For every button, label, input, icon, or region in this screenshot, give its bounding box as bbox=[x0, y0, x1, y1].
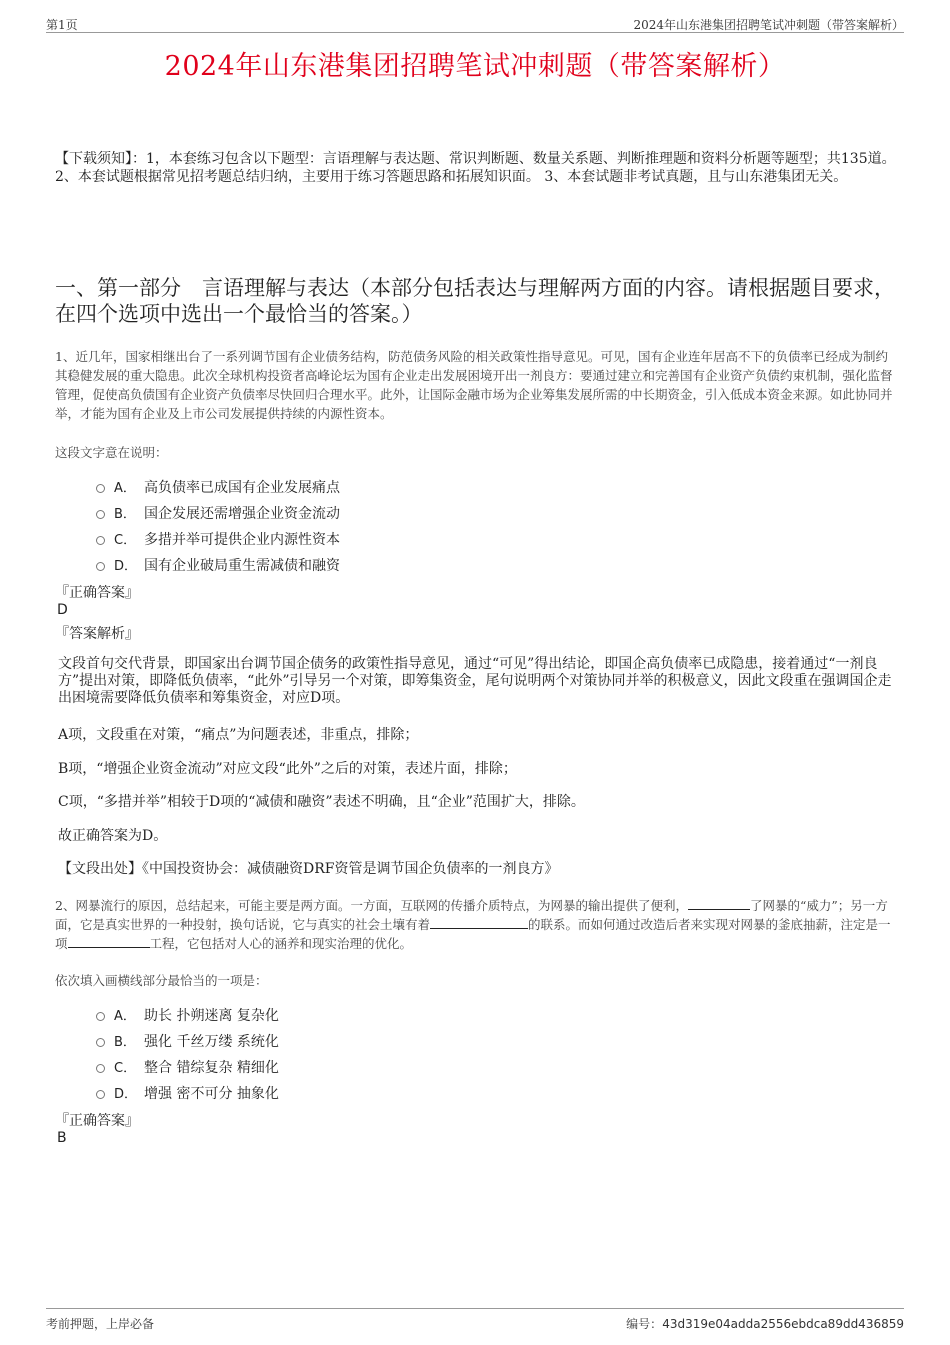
question-1-option-d[interactable]: D． 国有企业破局重生需减债和融资 bbox=[96, 555, 340, 575]
question-2-option-d[interactable]: D． 增强 密不可分 抽象化 bbox=[96, 1083, 279, 1103]
question-1-answer: D bbox=[57, 602, 68, 618]
question-1-answer-label: 『正确答案』 bbox=[55, 585, 139, 601]
page-header bbox=[46, 14, 904, 33]
radio-icon[interactable] bbox=[96, 536, 105, 545]
page-number: 第1页 bbox=[46, 18, 78, 32]
question-1-source: 【文段出处】《中国投资协会：减债融资DRF资管是调节国企负债率的一剂良方》 bbox=[58, 861, 559, 877]
question-1-note-b: B项，“增强企业资金流动”对应文段“此外”之后的对策，表述片面，排除； bbox=[58, 761, 517, 777]
question-2-option-c[interactable]: C． 整合 错综复杂 精细化 bbox=[96, 1057, 279, 1077]
footer-slogan: 考前押题，上岸必备 bbox=[46, 1317, 155, 1331]
header-doc-title: 2024年山东港集团招聘笔试冲刺题（带答案解析） bbox=[633, 18, 904, 32]
page-footer bbox=[46, 1308, 904, 1331]
question-1-text: 1、近几年，国家相继出台了一系列调节国有企业债务结构，防范债务风险的相关政策性指导意见。可见，国有企业连年居高不下的负债率已经成为制约其稳健发展的重大隐患。此次全球机构投资者高峰论坛为国有企业走出发展困境开出一剂良方：要通过建立和完善国有企业资产负债约束机制，强化监督管理，促使高负债国有企业资产负债率尽快回归合理水平。此外，让国际金融市场为企业筹集发展所需的中长期资金，引入低成本资金来源。如此协同并举，才能为国有企业及上市公司发展提供持续的内源性资本。 bbox=[55, 349, 893, 421]
fill-blank-1 bbox=[688, 898, 750, 910]
question-1-prompt: 这段文字意在说明： bbox=[55, 445, 168, 460]
radio-icon[interactable] bbox=[96, 1038, 105, 1047]
download-notice: 【下载须知】：1，本套练习包含以下题型：言语理解与表达题、常识判断题、数量关系题、判断推理题和资料分析题等题型；共135道。 2、本套试题根据常见招考题总结归纳，主要用于练习答题思路和拓展知识面。 3、本套试题非考试真题，且与山东港集团无关。 bbox=[55, 151, 896, 185]
radio-icon[interactable] bbox=[96, 1012, 105, 1021]
question-1-note-c: C项，“多措并举”相较于D项的“减债和融资”表述不明确，且“企业”范围扩大，排除。 bbox=[58, 794, 585, 810]
fill-blank-3 bbox=[68, 936, 150, 948]
document-title: 2024年山东港集团招聘笔试冲刺题（带答案解析） bbox=[164, 51, 786, 82]
question-2-prompt: 依次填入画横线部分最恰当的一项是： bbox=[55, 973, 268, 988]
radio-icon[interactable] bbox=[96, 1090, 105, 1099]
fill-blank-2 bbox=[430, 917, 528, 929]
question-1-option-b[interactable]: B． 国企发展还需增强企业资金流动 bbox=[96, 503, 340, 523]
radio-icon[interactable] bbox=[96, 562, 105, 571]
question-1-note-a: A项，文段重在对策，“痛点”为问题表述，非重点，排除； bbox=[58, 727, 419, 743]
question-1-analysis-label: 『答案解析』 bbox=[55, 626, 139, 642]
section-heading: 一、第一部分 言语理解与表达（本部分包括表达与理解两方面的内容。请根据题目要求，在四个选项中选出一个最恰当的答案。） bbox=[55, 276, 895, 326]
question-1-option-c[interactable]: C． 多措并举可提供企业内源性资本 bbox=[96, 529, 340, 549]
radio-icon[interactable] bbox=[96, 484, 105, 493]
question-2-option-a[interactable]: A． 助长 扑朔迷离 复杂化 bbox=[96, 1005, 279, 1025]
question-2-answer: B bbox=[57, 1130, 67, 1146]
question-2-answer-label: 『正确答案』 bbox=[55, 1113, 139, 1129]
radio-icon[interactable] bbox=[96, 1064, 105, 1073]
question-2-text: 2、网暴流行的原因，总结起来，可能主要是两方面。一方面，互联网的传播介质特点，为网暴的输出提供了便利， 了网暴的“威力”；另一方面，它是真实世界的一种投射，换句话说，它与真实的社会土壤有着 的联系。而如何通过改造后者来实现对网暴的釜底抽薪，注定是一项 工程，它包括对人心的涵养和现实治理的优化。 bbox=[55, 898, 891, 951]
question-1-analysis: 文段首句交代背景，即国家出台调节国企债务的政策性指导意见，通过“可见”得出结论，即国企高负债率已成隐患，接着通过“一剂良方”提出对策，即降低负债率，“此外”引导另一个对策，即筹集资金，尾句说明两个对策协同并举的积极意义，因此文段重在强调国企走出困境需要降低负债率和筹集资金，对应D项。 bbox=[58, 656, 892, 706]
radio-icon[interactable] bbox=[96, 510, 105, 519]
question-1-option-a[interactable]: A． 高负债率已成国有企业发展痛点 bbox=[96, 477, 340, 497]
question-2-option-b[interactable]: B． 强化 千丝万缕 系统化 bbox=[96, 1031, 279, 1051]
question-1-conclusion: 故正确答案为D。 bbox=[58, 828, 168, 844]
footer-code: 编号：43d319e04adda2556ebdca89dd436859 bbox=[626, 1317, 904, 1331]
